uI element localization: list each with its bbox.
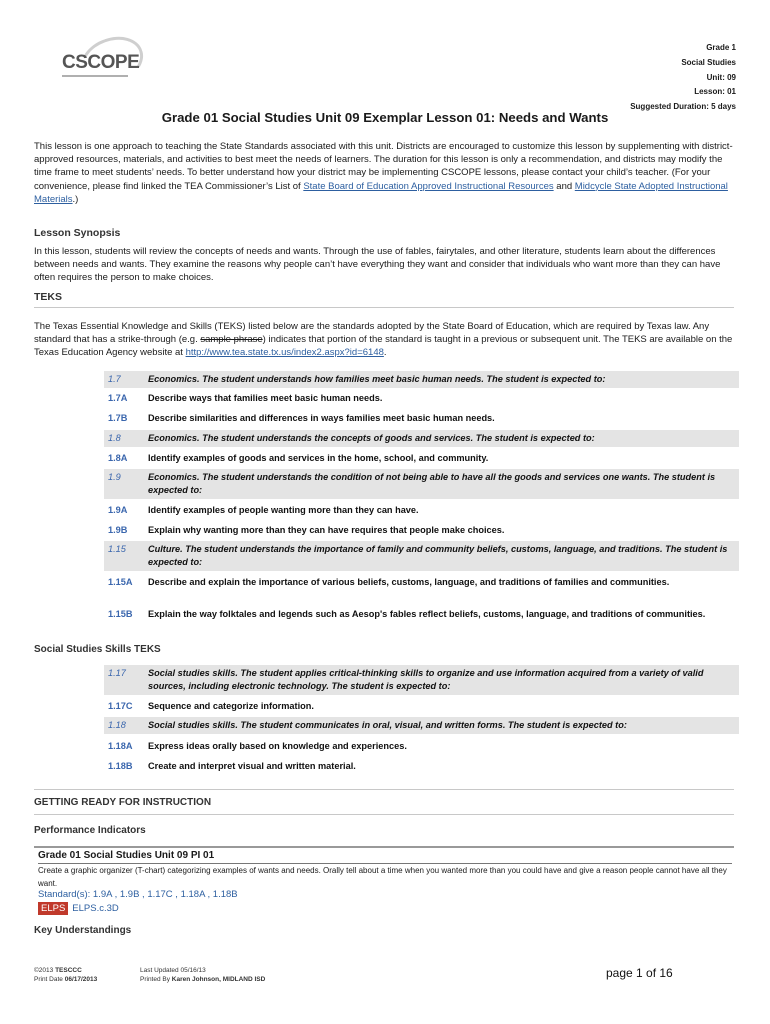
- teks-code: 1.7A: [108, 393, 128, 403]
- meta-lesson: Lesson: 01: [694, 87, 736, 97]
- synopsis-text: In this lesson, students will review the concepts of needs and wants. Through the use of fables, fairytales, and other literature, students learn about the differences between needs and wants. They examine the reasons why people can’t have everything they want and consider that individuals who want more than they can have often requires the person to make choices.: [34, 246, 721, 284]
- pi-description: Create a graphic organizer (T-chart) categorizing examples of wants and needs. Orally tell about a time when you wanted more than you could have and give a reason people cannot have all they want.: [38, 866, 727, 888]
- intro-paragraph: [34, 140, 734, 206]
- teks-standard: Explain why wanting more than they can have requires that people make choices.: [148, 525, 505, 535]
- last-updated: Last Updated 05/16/13: [140, 967, 206, 974]
- teks-standard: Explain the way folktales and legends such as Aesop's fables reflect beliefs, customs, language, and traditions of communities.: [148, 609, 706, 619]
- synopsis-heading: Lesson Synopsis: [34, 227, 121, 239]
- teks-code: 1.9: [108, 472, 121, 482]
- teks-row-1-15a: [104, 576, 739, 589]
- teks-standard: Social studies skills. The student communicates in oral, visual, and written forms. The student is expected to:: [148, 720, 627, 731]
- teks-row-1-7a: [104, 392, 739, 405]
- key-understandings-heading: Key Understandings: [34, 925, 132, 936]
- teks-row-1-15: [104, 541, 739, 571]
- printed-by: Karen Johnson, MIDLAND ISD: [171, 976, 266, 983]
- teks-code: 1.9B: [108, 525, 128, 535]
- intro-text: This lesson is one approach to teaching the State Standards associated with this unit. Districts are encouraged to customize this lesson by supplementing with district-approved resources, materials, and activities to best meet the needs of learners. The duration for this lesson is only a recommendation, and districts may modify the time frame to meet students’ needs. To better understand how your district may be implementing CSCOPE lessons, please contact your child’s teacher. (For your convenience, please find linked the TEA Commissioner’s List of: [34, 141, 733, 192]
- teks-standard: Social studies skills. The student applies critical-thinking skills to organize and use information acquired from a variety of valid sources, including electronic technology. The student is expected to:: [148, 668, 704, 691]
- skills-row-1-17c: [104, 700, 739, 713]
- strike-sample: sample phrase: [200, 334, 263, 346]
- pi-elps: [38, 902, 119, 915]
- footer-middle: [140, 966, 265, 984]
- sboe-resources-link[interactable]: State Board of Education Approved Instructional Resources: [303, 180, 554, 192]
- pi-standards: [38, 889, 238, 900]
- teks-standard: Identify examples of people wanting more than they can have.: [148, 505, 419, 515]
- teks-standard: Describe similarities and differences in ways families meet basic human needs.: [148, 413, 495, 423]
- teks-row-1-15b: [104, 608, 739, 621]
- elps-link[interactable]: ELPS.c.3D: [72, 903, 119, 914]
- tea-website-link[interactable]: http://www.tea.state.tx.us/index2.aspx?id=6148: [185, 347, 384, 359]
- skills-heading: Social Studies Skills TEKS: [34, 644, 161, 655]
- pi-title: Grade 01 Social Studies Unit 09 PI 01: [38, 850, 215, 861]
- skills-row-1-18b: [104, 760, 739, 773]
- teks-code: 1.8A: [108, 453, 128, 463]
- skills-row-1-17: [104, 665, 739, 695]
- cscope-logo: [62, 40, 142, 80]
- teks-code: 1.17: [108, 668, 126, 678]
- elps-tag: ELPS: [38, 902, 68, 915]
- teks-row-1-8: [104, 430, 739, 447]
- teks-code: 1.15: [108, 544, 126, 554]
- teks-code: 1.8: [108, 433, 121, 444]
- logo-underline: [62, 75, 128, 77]
- teks-code: 1.7: [108, 374, 121, 385]
- teks-row-1-9: [104, 469, 739, 499]
- intro-end: .): [72, 193, 79, 205]
- teks-code: 1.18A: [108, 741, 133, 751]
- teks-standard: Economics. The student understands the condition of not being able to have all the goods and services one wants. The student is expected to:: [148, 472, 716, 495]
- teks-code: 1.9A: [108, 505, 128, 515]
- teks-standard: Create and interpret visual and written material.: [148, 761, 356, 771]
- teks-standard: Identify examples of goods and services in the home, school, and community.: [148, 453, 489, 463]
- divider: [34, 789, 734, 790]
- meta-unit: Unit: 09: [706, 72, 736, 82]
- teks-code: 1.18: [108, 720, 126, 731]
- teks-code: 1.15B: [108, 609, 133, 619]
- teks-row-1-9b: [104, 524, 739, 537]
- logo-text: CSCOPE: [62, 52, 140, 73]
- teks-end: .: [383, 347, 387, 359]
- meta-subject: Social Studies: [681, 57, 736, 67]
- intro-and: and: [553, 180, 575, 192]
- skills-row-1-18: [104, 717, 739, 734]
- divider: [34, 814, 734, 815]
- teks-row-1-7: [104, 371, 739, 388]
- teks-code: 1.7B: [108, 413, 128, 423]
- meta-grade: Grade 1: [706, 43, 736, 52]
- standards-links[interactable]: 1.9A , 1.9B , 1.17C , 1.18A , 1.18B: [92, 889, 238, 900]
- teks-standard: Culture. The student understands the importance of family and community beliefs, customs, language, and traditions. The student is expected to:: [148, 544, 728, 567]
- teks-code: 1.17C: [108, 701, 133, 711]
- teks-standard: Sequence and categorize information.: [148, 701, 314, 711]
- teks-row-1-7b: [104, 412, 739, 425]
- teks-standard: Economics. The student understands the concepts of goods and services. The student is expected to:: [148, 433, 595, 444]
- midcycle-materials-link[interactable]: Midcycle State Adopted Instructional Materials: [34, 180, 728, 205]
- teks-text-2: ) indicates that portion of the standard is taught in a previous or subsequent unit. The TEKS are available on the Texas Education Agency website at: [34, 334, 733, 359]
- teks-standard: Economics. The student understands how families meet basic human needs. The student is expected to:: [148, 374, 606, 385]
- teks-code: 1.18B: [108, 761, 133, 771]
- meta-duration: Suggested Duration: 5 days: [630, 102, 736, 112]
- getting-ready-heading: GETTING READY FOR INSTRUCTION: [34, 797, 212, 808]
- teks-text: The Texas Essential Knowledge and Skills (TEKS) listed below are the standards adopted by the State Board of Education, which are required by Texas law. Any standard that has a strike-through (e.g.: [34, 321, 710, 346]
- standards-label: Standard(s):: [38, 889, 93, 900]
- teks-intro: [34, 320, 734, 360]
- divider: [34, 307, 734, 308]
- teks-standard: Describe ways that families meet basic human needs.: [148, 393, 383, 403]
- footer-left: [34, 966, 97, 984]
- teks-row-1-9a: [104, 504, 739, 517]
- performance-indicators-heading: Performance Indicators: [34, 825, 146, 836]
- print-date: 06/17/2013: [64, 976, 98, 983]
- teks-standard: Express ideas orally based on knowledge and experiences.: [148, 741, 407, 751]
- print-date-label: Print Date: [34, 976, 65, 983]
- teks-standard: Describe and explain the importance of various beliefs, customs, language, and traditions of families and communities.: [148, 577, 670, 587]
- skills-row-1-18a: [104, 740, 739, 753]
- copyright: ©2013: [34, 967, 56, 974]
- lesson-meta: [630, 41, 736, 115]
- page-number: page 1 of 16: [606, 966, 673, 980]
- printed-by-label: Printed By: [140, 976, 172, 983]
- teks-heading: TEKS: [34, 291, 63, 303]
- teks-code: 1.15A: [108, 577, 133, 587]
- copyright-org: TESCCC: [55, 967, 82, 974]
- page-title: Grade 01 Social Studies Unit 09 Exemplar Lesson 01: Needs and Wants: [161, 110, 609, 125]
- teks-row-1-8a: [104, 452, 739, 465]
